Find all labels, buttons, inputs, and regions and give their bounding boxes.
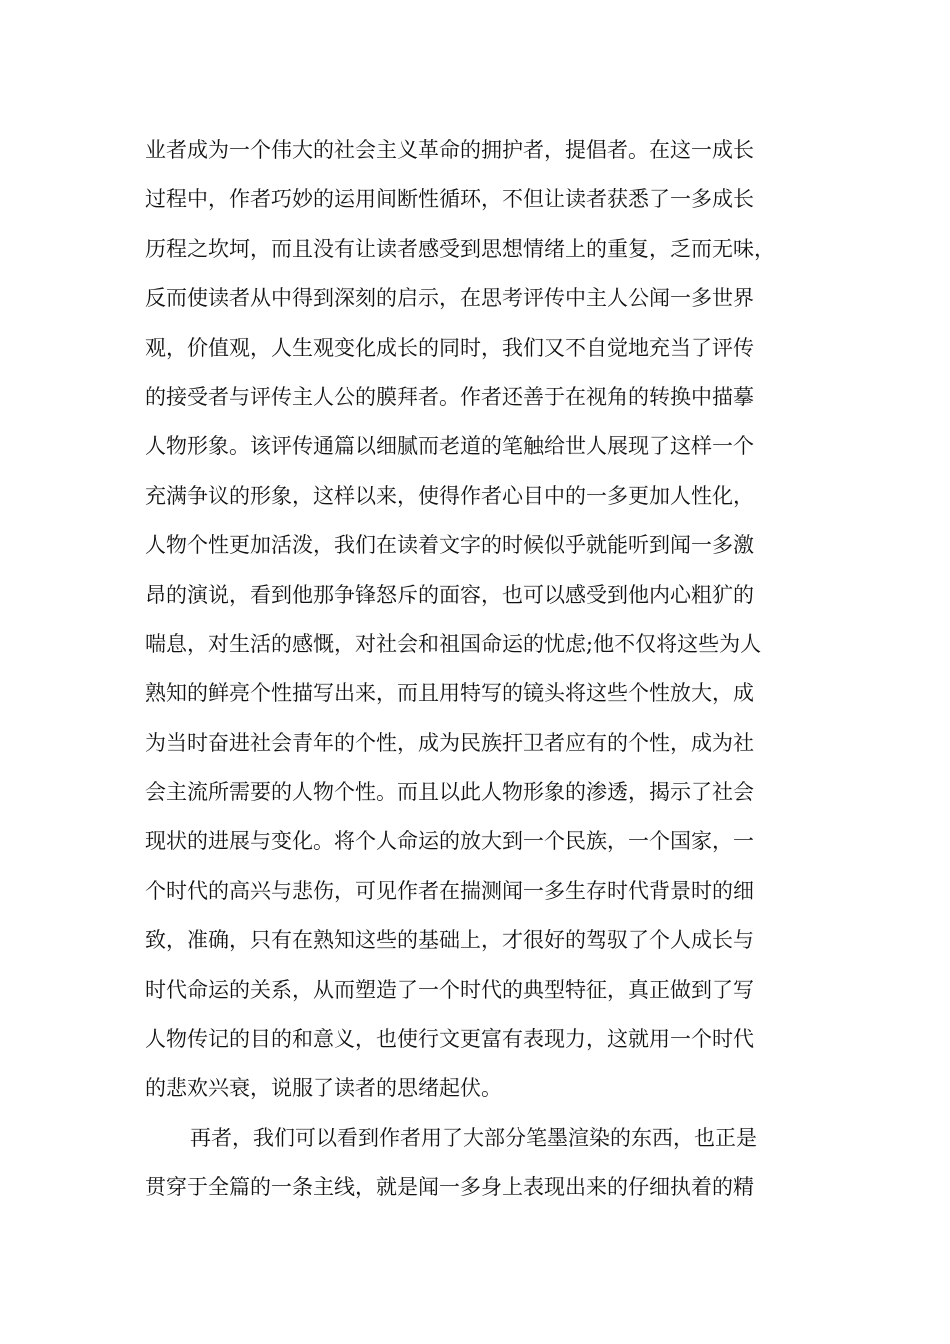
text-line: 历程之坎坷，而且没有让读者感受到思想情绪上的重复，乏而无味， [145, 236, 775, 261]
text-line: 人物传记的目的和意义，也使行文更富有表现力，这就用一个时代 [145, 1027, 754, 1052]
text-line: 致，准确，只有在熟知这些的基础上，才很好的驾驭了个人成长与 [145, 928, 754, 953]
text-line: 的悲欢兴衰，说服了读者的思绪起伏。 [145, 1076, 502, 1101]
text-line: 贯穿于全篇的一条主线，就是闻一多身上表现出来的仔细执着的精 [145, 1175, 754, 1200]
text-line: 业者成为一个伟大的社会主义革命的拥护者，提倡者。在这一成长 [145, 138, 754, 162]
text-line: 个时代的高兴与悲伤，可见作者在揣测闻一多生存时代背景时的细 [145, 878, 754, 903]
text-line: 熟知的鲜亮个性描写出来，而且用特写的镜头将这些个性放大，成 [145, 681, 754, 706]
text-line: 观，价值观，人生观变化成长的同时，我们又不自觉地充当了评传 [145, 335, 754, 360]
text-line: 时代命运的关系，从而塑造了一个时代的典型特征，真正做到了写 [145, 977, 754, 1002]
text-line: 充满争议的形象，这样以来，使得作者心目中的一多更加人性化， [145, 483, 754, 508]
text-line: 为当时奋进社会青年的个性，成为民族扞卫者应有的个性，成为社 [145, 730, 754, 755]
text-line: 现状的进展与变化。将个人命运的放大到一个民族，一个国家，一 [145, 829, 754, 854]
text-line: 反而使读者从中得到深刻的启示，在思考评传中主人公闻一多世界 [145, 286, 754, 311]
body-text [145, 126, 815, 1213]
paragraph-start-line: 再者，我们可以看到作者用了大部分笔墨渲染的东西，也正是 [190, 1125, 757, 1150]
text-line: 昂的演说，看到他那争锋怒斥的面容，也可以感受到他内心粗犷的 [145, 582, 754, 607]
text-line: 人物个性更加活泼，我们在读着文字的时候似乎就能听到闻一多激 [145, 533, 754, 558]
text-line: 的接受者与评传主人公的膜拜者。作者还善于在视角的转换中描摹 [145, 384, 754, 409]
text-line: 喘息，对生活的感慨，对社会和祖国命运的忧虑;他不仅将这些为人 [145, 631, 762, 656]
text-line: 过程中，作者巧妙的运用间断性循环，不但让读者获悉了一多成长 [145, 187, 754, 212]
text-line: 会主流所需要的人物个性。而且以此人物形象的渗透，揭示了社会 [145, 780, 754, 805]
text-line: 人物形象。该评传通篇以细腻而老道的笔触给世人展现了这样一个 [145, 434, 754, 459]
